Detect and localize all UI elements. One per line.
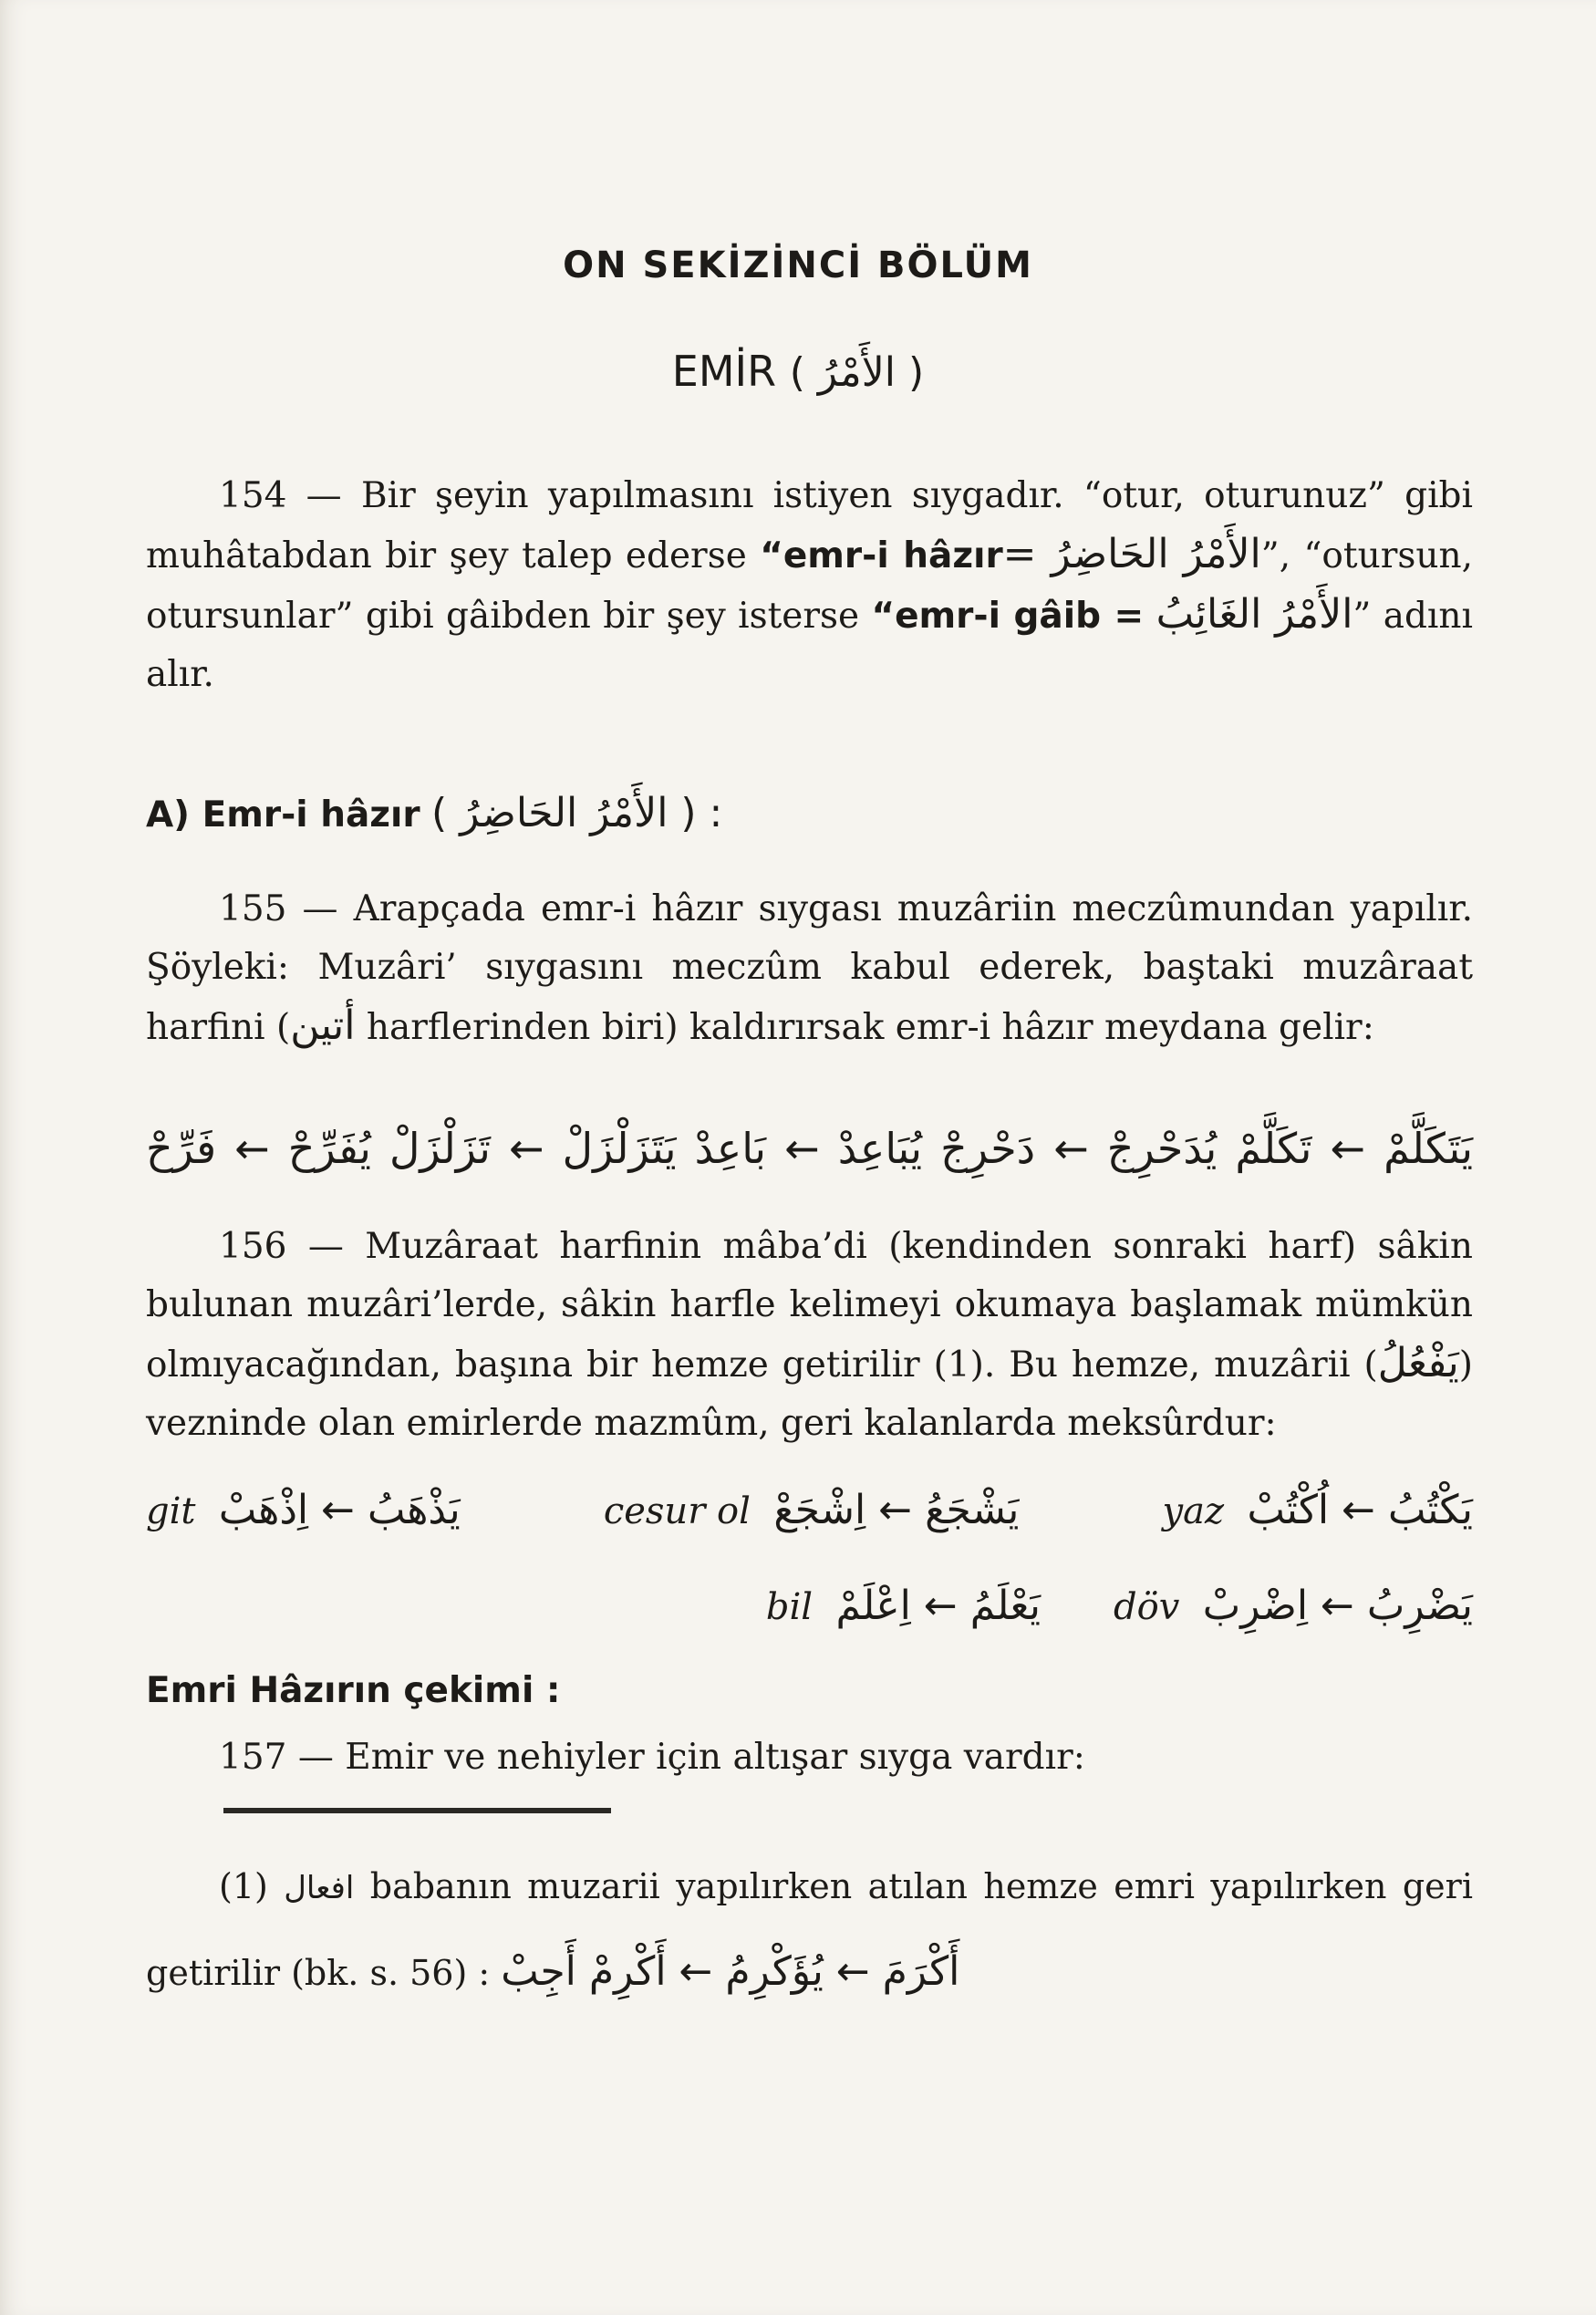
example-row-156-2 <box>146 1583 1473 1629</box>
footnote: (1) افعال babanın muzarii yapılırken atılan hemze emri yapılırken geri getirilir (bk. s. 56) : أَكْرَمَ ← يُؤَكْرِمُ ← أَكْرِمْ أَجِبْ <box>146 1866 1473 1995</box>
paragraph-number: 155 — <box>219 888 338 929</box>
example-pair: git يَذْهَبُ ← اِذْهَبْ <box>146 1487 461 1533</box>
example-pair: cesur ol يَشْجَعُ ← اِشْجَعْ <box>603 1487 1020 1533</box>
example-item: يَتَكَلَّمْ ← تَكَلَّمْ <box>1235 1124 1474 1173</box>
example-item: يُفَرِّحْ ← فَرِّحْ <box>146 1124 371 1173</box>
example-pair: yaz يَكْتُبُ ← اُكْتُبْ <box>1162 1487 1473 1533</box>
example-pair: döv يَضْرِبُ ← اِضْرِبْ <box>1114 1583 1473 1629</box>
paragraph-number: 157 — <box>219 1737 334 1778</box>
title-arabic: ( الأَمْرُ ) <box>789 349 925 396</box>
subheading: Emri Hâzırın çekimi : <box>146 1670 561 1711</box>
section-a-heading: A) Emr-i hâzır ( الأَمْرُ الحَاضِرُ ) : <box>146 790 723 836</box>
example-item: يَتَزَلْزَلْ ← تَزَلْزَلْ <box>389 1124 677 1173</box>
example-row-155 <box>146 1124 1473 1173</box>
paragraph-157: 157 — Emir ve nehiyler için altışar sıyga vardır: <box>219 1737 1085 1778</box>
example-row-156-1 <box>146 1487 1473 1533</box>
footnote-mark: (1) <box>219 1866 268 1906</box>
footnote-rule <box>223 1808 611 1813</box>
chapter-heading: ON SEKİZİNCİ BÖLÜM <box>563 244 1033 286</box>
paragraph-number: 156 — <box>219 1226 344 1267</box>
paragraph-156: 156 — Muzâraat harfinin mâba’di (kendinden sonraki harf) sâkin bulunan muzâri’lerde, sâkin harfle kelimeyi okumaya başlamak mümkün olmıyacağından, başına bir hemze getirilir (1). Bu hemze, muzârii (يَفْعُلُ) vezninde olan emirlerde mazmûm, geri kalanlarda meksûrdur: <box>146 1226 1473 1444</box>
paragraph-number: 154 — <box>219 475 342 516</box>
example-item: يُبَاعِدْ ← بَاعِدْ <box>694 1124 923 1173</box>
paragraph-155: 155 — Arapçada emr-i hâzır sıygası muzâriin meczûmundan yapılır. Şöyleki: Muzâri’ sıygasını meczûm kabul ederek, baştaki muzâraat harfini (أتين harflerinden biri) kaldırırsak emr-i hâzır meydana gelir: <box>146 888 1473 1049</box>
example-item: يُدَحْرِجْ ← دَحْرِجْ <box>940 1124 1218 1173</box>
paragraph-154: 154 — Bir şeyin yapılmasını istiyen sıygadır. “otur, oturunuz” gibi muhâtabdan bir şey talep ederse “emr-i hâzır= الأَمْرُ الحَاضِرُ”, “otursun, otursunlar” gibi gâibden bir şey isterse “emr-i gâib = الأَمْرُ الغَائِبُ” adını alır. <box>146 475 1473 695</box>
section-title <box>0 347 1596 396</box>
title-latin: EMİR <box>671 347 777 396</box>
example-pair: bil يَعْلَمُ ← اِعْلَمْ <box>765 1583 1042 1629</box>
